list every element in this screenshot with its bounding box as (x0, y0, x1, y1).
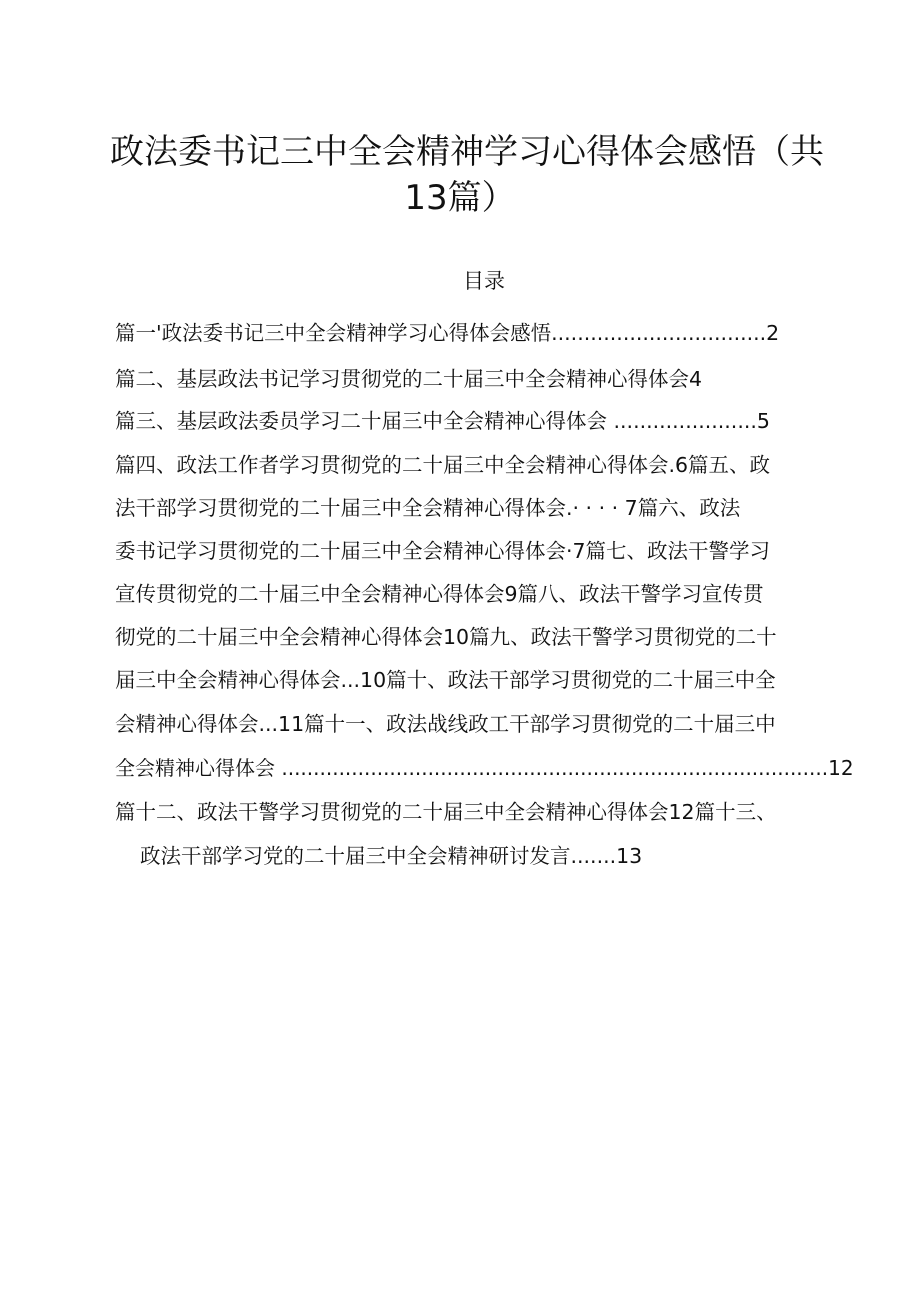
document-title-line-2: 13篇） (404, 178, 516, 218)
toc-line: 政法干部学习党的二十届三中全会精神研讨发言.......13 (140, 844, 643, 868)
toc-line: 全会精神心得体会 ......................................................................................12 (115, 756, 854, 780)
toc-line: 篇二、基层政法书记学习贯彻党的二十届三中全会精神心得体会4 (115, 367, 703, 391)
toc-line: 法干部学习贯彻党的二十届三中全会精神心得体会.· · · · 7篇六、政法 (115, 496, 741, 520)
toc-line: 篇四、政法工作者学习贯彻党的二十届三中全会精神心得体会.6篇五、政 (115, 453, 771, 477)
toc-line: 彻党的二十届三中全会精神心得体会10篇九、政法干警学习贯彻党的二十 (115, 625, 777, 649)
toc-line: 会精神心得体会...11篇十一、政法战线政工干部学习贯彻党的二十届三中 (115, 712, 776, 736)
toc-line: 宣传贯彻党的二十届三中全会精神心得体会9篇八、政法干警学习宣传贯 (115, 582, 764, 606)
toc-line: 篇十二、政法干警学习贯彻党的二十届三中全会精神心得体会12篇十三、 (115, 800, 777, 824)
toc-line: 委书记学习贯彻党的二十届三中全会精神心得体会·7篇七、政法干警学习 (115, 539, 771, 563)
toc-line: 届三中全会精神心得体会...10篇十、政法干部学习贯彻党的二十届三中全 (115, 668, 776, 692)
toc-heading: 目录 (463, 269, 505, 293)
toc-line: 篇三、基层政法委员学习二十届三中全会精神心得体会 ......................5 (115, 409, 770, 433)
toc-line: 篇一'政法委书记三中全会精神学习心得体会感悟.................................2 (115, 321, 780, 345)
document-title-line-1: 政法委书记三中全会精神学习心得体会感悟（共 (110, 132, 824, 172)
